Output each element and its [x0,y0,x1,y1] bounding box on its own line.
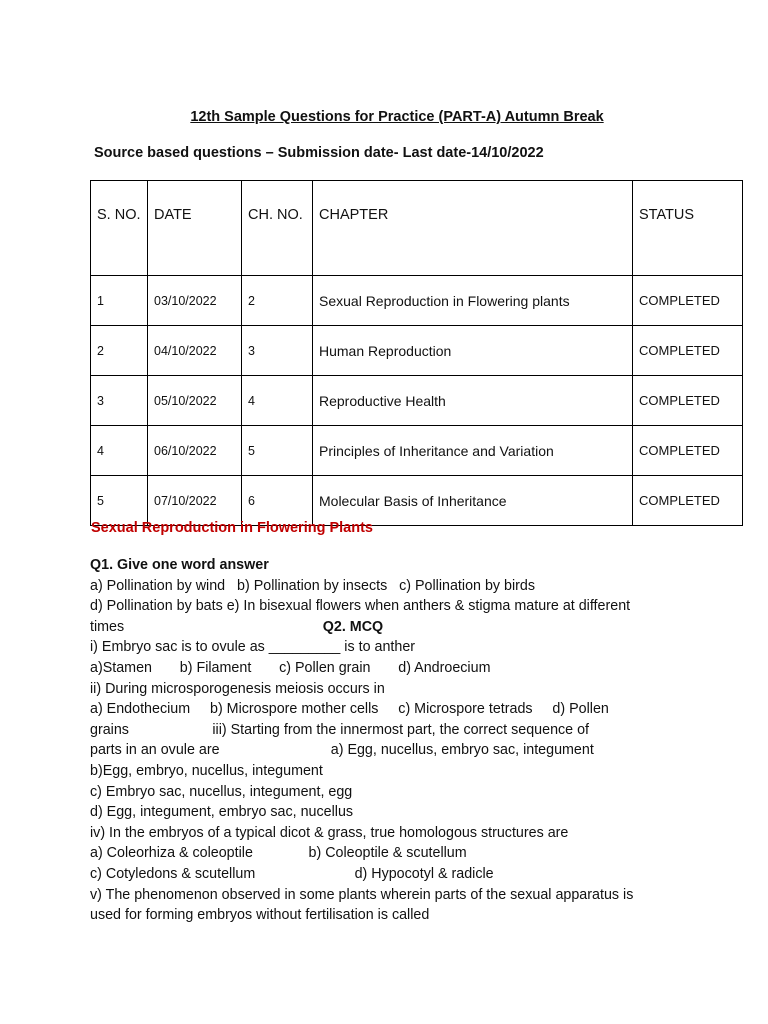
header-sno: S. NO. [91,181,148,276]
cell-chno: 2 [242,276,313,326]
text-line: b)Egg, embryo, nucellus, integument [90,762,323,779]
cell-chapter: Molecular Basis of Inheritance [313,476,633,526]
cell-date: 06/10/2022 [148,426,242,476]
cell-date: 07/10/2022 [148,476,242,526]
cell-sno: 3 [91,376,148,426]
cell-sno: 2 [91,326,148,376]
cell-chno: 3 [242,326,313,376]
cell-sno: 5 [91,476,148,526]
cell-chno: 5 [242,426,313,476]
header-chno: CH. NO. [242,181,313,276]
text-line [90,617,680,638]
cell-sno: 4 [91,426,148,476]
cell-status: COMPLETED [633,376,743,426]
cell-chapter: Reproductive Health [313,376,633,426]
table-row [91,426,743,476]
cell-chapter: Human Reproduction [313,326,633,376]
text-line: a)Stamen b) Filament c) Pollen grain d) Androecium [90,659,491,676]
cell-sno: 1 [91,276,148,326]
q1-heading: Q1. Give one word answer [90,557,269,573]
text-line: d) Egg, integument, embryo sac, nucellus [90,804,354,821]
text-line: parts in an ovule are a) Egg, nucellus, embryo sac, integument [90,742,594,759]
document-title: 12th Sample Questions for Practice (PART-A) Autumn Break [190,109,604,125]
cell-chno: 4 [242,376,313,426]
header-status: STATUS [633,181,743,276]
text-line: a) Pollination by wind b) Pollination by insects c) Pollination by birds [90,577,536,594]
cell-chno: 6 [242,476,313,526]
text-line: a) Coleorhiza & coleoptile b) Coleoptile & scutellum [90,845,467,862]
text-line: c) Cotyledons & scutellum d) Hypocotyl & radicle [90,865,494,882]
q2-heading: Q2. MCQ [322,618,384,635]
text-line: iv) In the embryos of a typical dicot & grass, true homologous structures are [90,824,569,841]
cell-chapter: Principles of Inheritance and Variation [313,426,633,476]
text-fragment: times [90,618,323,635]
text-line: grains iii) Starting from the innermost part, the correct sequence of [90,721,590,738]
cell-chapter: Sexual Reproduction in Flowering plants [313,276,633,326]
schedule-table [90,180,743,526]
cell-status: COMPLETED [633,476,743,526]
cell-date: 04/10/2022 [148,326,242,376]
text-line: a) Endothecium b) Microspore mother cells c) Microspore tetrads d) Pollen [90,701,609,718]
table-header-row [91,181,743,276]
text-line: v) The phenomenon observed in some plants wherein parts of the sexual apparatus is [90,886,634,903]
text-line: d) Pollination by bats e) In bisexual flowers when anthers & stigma mature at different [90,598,631,615]
header-date: DATE [148,181,242,276]
header-chapter: CHAPTER [313,181,633,276]
table-row [91,326,743,376]
text-line: i) Embryo sac is to ovule as _________ is to anther [90,639,416,656]
section-heading: Sexual Reproduction in Flowering Plants [91,520,373,536]
cell-status: COMPLETED [633,426,743,476]
questions-body [90,555,680,926]
cell-status: COMPLETED [633,276,743,326]
cell-date: 03/10/2022 [148,276,242,326]
table-row [91,376,743,426]
text-line: used for forming embryos without fertilisation is called [90,907,430,924]
cell-status: COMPLETED [633,326,743,376]
submission-subtitle: Source based questions – Submission date- Last date-14/10/2022 [94,145,544,161]
table-row [91,476,743,526]
table-row [91,276,743,326]
cell-date: 05/10/2022 [148,376,242,426]
text-line: ii) During microsporogenesis meiosis occurs in [90,680,385,697]
text-line: c) Embryo sac, nucellus, integument, egg [90,783,353,800]
